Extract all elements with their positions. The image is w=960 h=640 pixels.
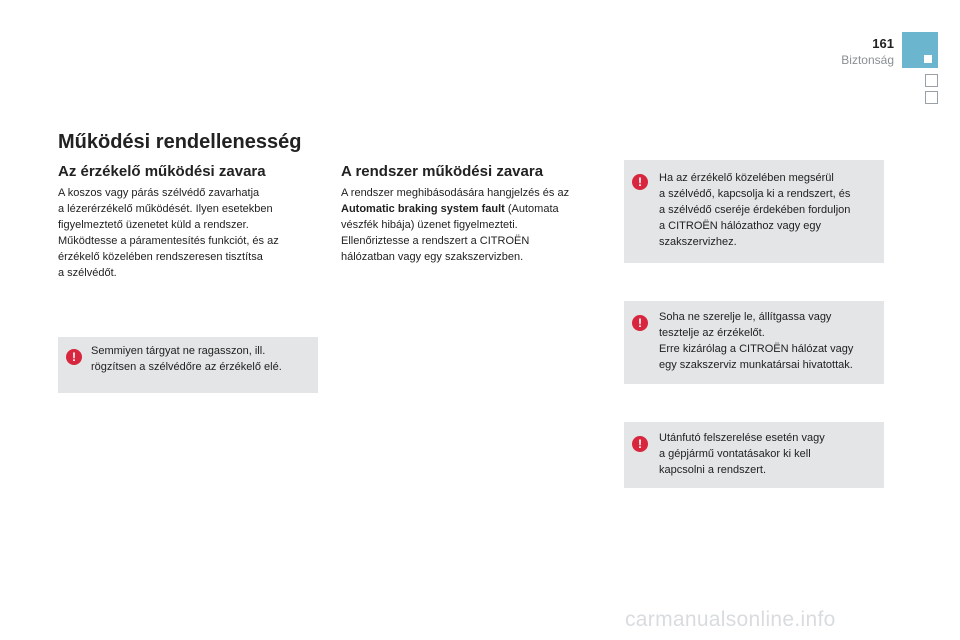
warning-box bbox=[624, 301, 884, 384]
page-number: 161 bbox=[872, 36, 894, 51]
warning-icon: ! bbox=[632, 315, 648, 331]
section-tab-empty bbox=[925, 91, 938, 104]
warning-box bbox=[624, 422, 884, 488]
left-heading: Az érzékelő működési zavara bbox=[58, 163, 266, 180]
warning-text: Utánfutó felszerelése esetén vagy a gépjármű vontatásakor ki kell kapcsolni a rendszert. bbox=[659, 432, 825, 476]
section-tab-dot bbox=[924, 55, 932, 63]
page-title: Működési rendellenesség bbox=[58, 131, 302, 153]
warning-text: Ha az érzékelő közelében megsérül a szélvédő, kapcsolja ki a rendszert, és a szélvédő cseréje érdekében forduljon a CITROËN hálózathoz vagy egy szakszervizhez. bbox=[659, 172, 851, 248]
middle-heading: A rendszer működési zavara bbox=[341, 163, 544, 180]
section-tab-active bbox=[902, 32, 938, 68]
warning-icon: ! bbox=[632, 436, 648, 452]
middle-paragraph: A rendszer meghibásodására hangjelzés és az Automatic braking system fault (Automata vészfék hibája) üzenet figyelmezteti. Ellenőriztesse a rendszert a CITROËN hálózatban vagy egy szakszervizben. bbox=[341, 187, 570, 263]
watermark: carmanualsonline.info bbox=[625, 608, 836, 631]
warning-text: Soha ne szerelje le, állítgassa vagy tesztelje az érzékelőt. Erre kizárólag a CITROËN hálózat vagy egy szakszerviz munkatársai hivatottak. bbox=[659, 311, 854, 371]
warning-text: Semmiyen tárgyat ne ragasszon, ill. rögzítsen a szélvédőre az érzékelő elé. bbox=[91, 345, 282, 373]
section-name: Biztonság bbox=[841, 53, 894, 67]
left-paragraph: A koszos vagy párás szélvédő zavarhatja a lézerérzékelő működését. Ilyen esetekben figyelmeztető üzenetet küld a rendszer. Működtesse a páramentesítés funkciót, és az érzékelő közelében rendszeresen tisztítsa a szélvédőt. bbox=[58, 187, 279, 279]
section-tab-empty bbox=[925, 74, 938, 87]
warning-icon: ! bbox=[66, 349, 82, 365]
warning-icon: ! bbox=[632, 174, 648, 190]
warning-box bbox=[58, 337, 318, 393]
warning-box bbox=[624, 160, 884, 263]
